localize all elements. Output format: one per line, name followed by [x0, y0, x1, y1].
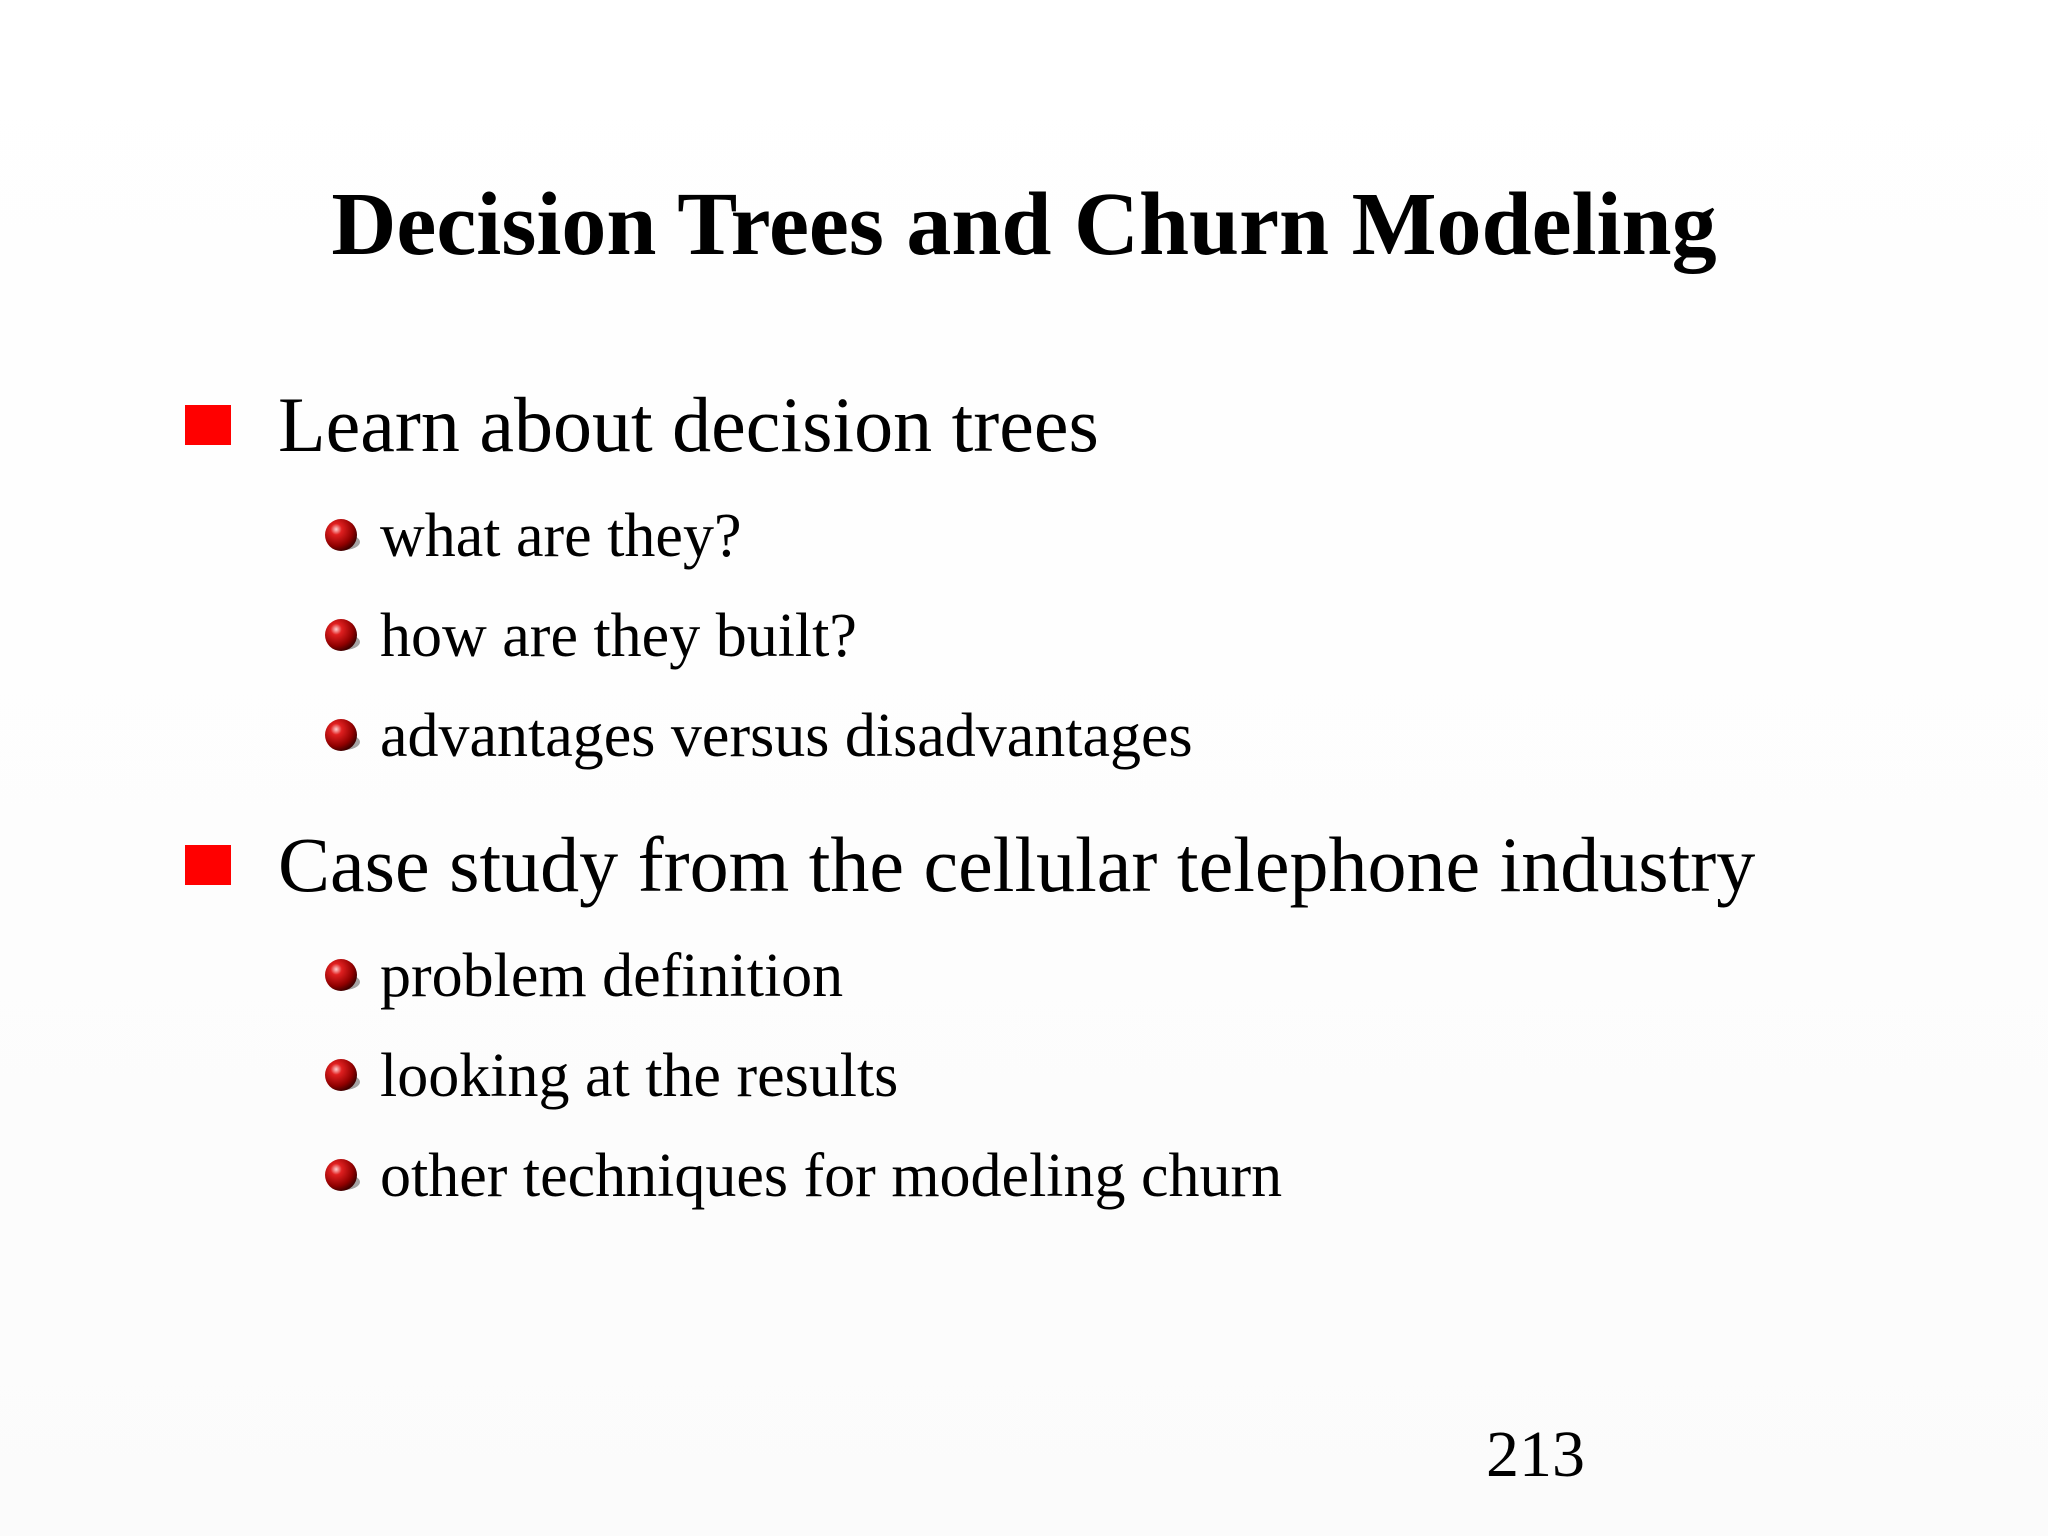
sub-bullet-looking-at-results	[322, 1036, 899, 1116]
red-ball-icon	[322, 516, 362, 556]
sub-bullet-label: other techniques for modeling churn	[380, 1142, 1283, 1210]
bullet-label: Case study from the cellular telephone industry	[278, 821, 1756, 908]
bullet-learn-decision-trees	[185, 380, 1099, 470]
sub-bullet-how-built	[322, 596, 857, 676]
sub-bullet-other-techniques	[322, 1136, 1283, 1216]
red-ball-icon	[322, 1056, 362, 1096]
red-ball-icon	[322, 956, 362, 996]
bullet-label: Learn about decision trees	[278, 381, 1099, 468]
page-number: 213	[1486, 1418, 1585, 1491]
slide-title: Decision Trees and Churn Modeling	[331, 175, 1717, 274]
sub-bullet-label: advantages versus disadvantages	[380, 702, 1193, 770]
red-square-icon	[185, 405, 231, 445]
red-ball-icon	[322, 616, 362, 656]
sub-bullet-label: problem definition	[380, 942, 844, 1010]
sub-bullet-label: how are they built?	[380, 602, 857, 670]
bullet-case-study	[185, 820, 1756, 910]
sub-bullet-label: looking at the results	[380, 1042, 899, 1110]
red-ball-icon	[322, 716, 362, 756]
sub-bullet-label: what are they?	[380, 502, 742, 570]
sub-bullet-advantages	[322, 696, 1193, 776]
red-square-icon	[185, 845, 231, 885]
sub-bullet-problem-definition	[322, 936, 844, 1016]
sub-bullet-what-are-they	[322, 496, 742, 576]
red-ball-icon	[322, 1156, 362, 1196]
